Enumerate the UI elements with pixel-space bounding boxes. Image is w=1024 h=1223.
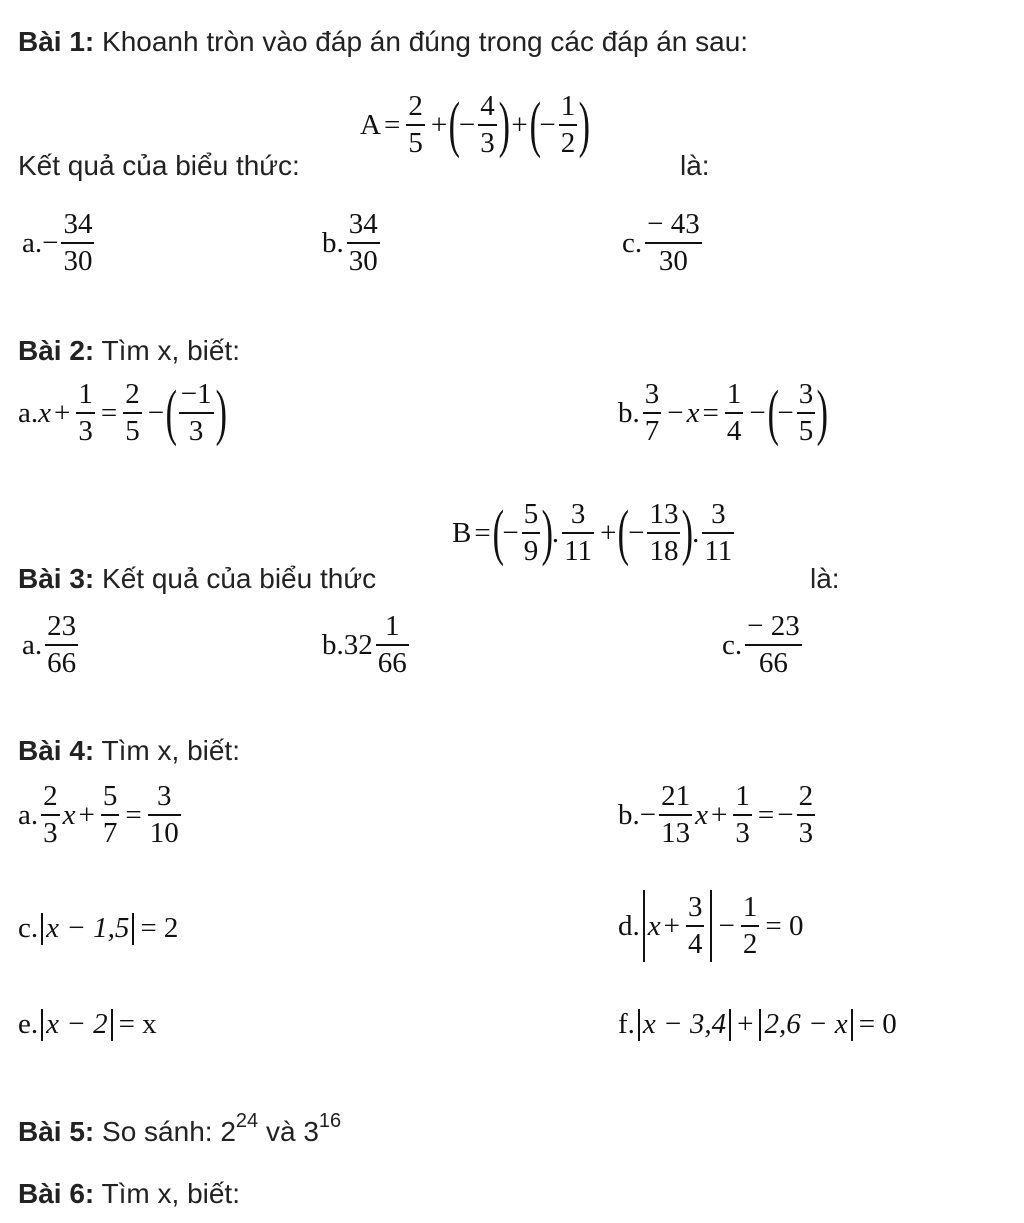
bai4-f: f. x − 3,4 + 2,6 − x = 0 [618, 1008, 897, 1040]
bai1-text: Khoanh tròn vào đáp án đúng trong các đáp án sau: [94, 26, 749, 57]
bai4-e: e. x − 2 = x [18, 1008, 157, 1040]
bai3-heading [18, 563, 376, 595]
bai1-expression: A = $\frac{2}{5}$ + ( − $\frac{4}{3}$ ) + ( − $\frac{1}{2}$ ) [360, 90, 591, 159]
equals: = [383, 108, 401, 141]
bai3-option-c: c. − 23 66 [722, 610, 800, 679]
bai2-text: Tìm x, biết: [94, 335, 240, 366]
bai6-title: Bài 6: [18, 1178, 95, 1209]
bai3-text: Kết quả của biểu thức [94, 563, 377, 594]
bai5-heading: Bài 5: So sánh: $2^{24}$ và $3^{16}$ [18, 1110, 342, 1147]
bai1-heading [18, 26, 748, 58]
bai4-title: Bài 4: [18, 735, 95, 766]
bai4-heading [18, 735, 240, 767]
bai4-c: c. x − 1,5 = 2 [18, 912, 179, 944]
bai4-text: Tìm x, biết: [94, 735, 240, 766]
bai4-d: d. x + $\frac{3}{4}$ − $\frac{1}{2}$ = 0 [618, 891, 804, 960]
bai1-suffix: là: [680, 150, 710, 181]
bai5-text: So sánh: [94, 1116, 221, 1147]
bai2-heading [18, 335, 240, 367]
bai3-expression: B = ( − $\frac{5}{9}$ ) . 3 11 + ( − $\frac{13}{18}$ ) . 3 11 [452, 498, 733, 567]
bai4-b: b. − $\frac{21}{13}$ x + $\frac{1}{3}$ = − $\frac{2}{3}$ [618, 780, 814, 849]
bai2-a: a. x + $\frac{1}{3}$ = $\frac{2}{5}$ − ( −1 3 ) [18, 378, 227, 447]
bai6-text: Tìm x, biết: [94, 1178, 240, 1209]
bai3-suffix: là: [810, 563, 840, 594]
fraction: $\frac{2}{5}$ [408, 90, 423, 159]
bai6-heading [18, 1178, 240, 1210]
bai3-option-a: a. 23 66 [22, 610, 77, 679]
bai5-title: Bài 5: [18, 1116, 95, 1147]
bai1-option-b: b. 34 30 [322, 208, 378, 277]
bai3-title: Bài 3: [18, 563, 95, 594]
bai2-b: b. 3 7 − x = $\frac{1}{4}$ − ( − $\frac{3}{5}$ ) [618, 378, 829, 447]
bai1-option-c: c. − 43 30 [622, 208, 700, 277]
bai2-title: Bài 2: [18, 335, 95, 366]
bai1-prefix: Kết quả của biểu thức: [18, 150, 300, 181]
fraction: $\frac{1}{2}$ [560, 90, 576, 159]
bai4-a: a. 2 3 x + $\frac{5}{7}$ = $\frac{3}{10}$ [18, 780, 179, 849]
fraction: $\frac{4}{3}$ [480, 90, 495, 159]
bai3-option-b: b. 32 1 66 [322, 610, 407, 679]
bai1-option-a: a. − $\frac{34}{30}$ [22, 208, 93, 277]
bai1-title: Bài 1: [18, 26, 95, 57]
expr-lhs: A [360, 108, 381, 141]
